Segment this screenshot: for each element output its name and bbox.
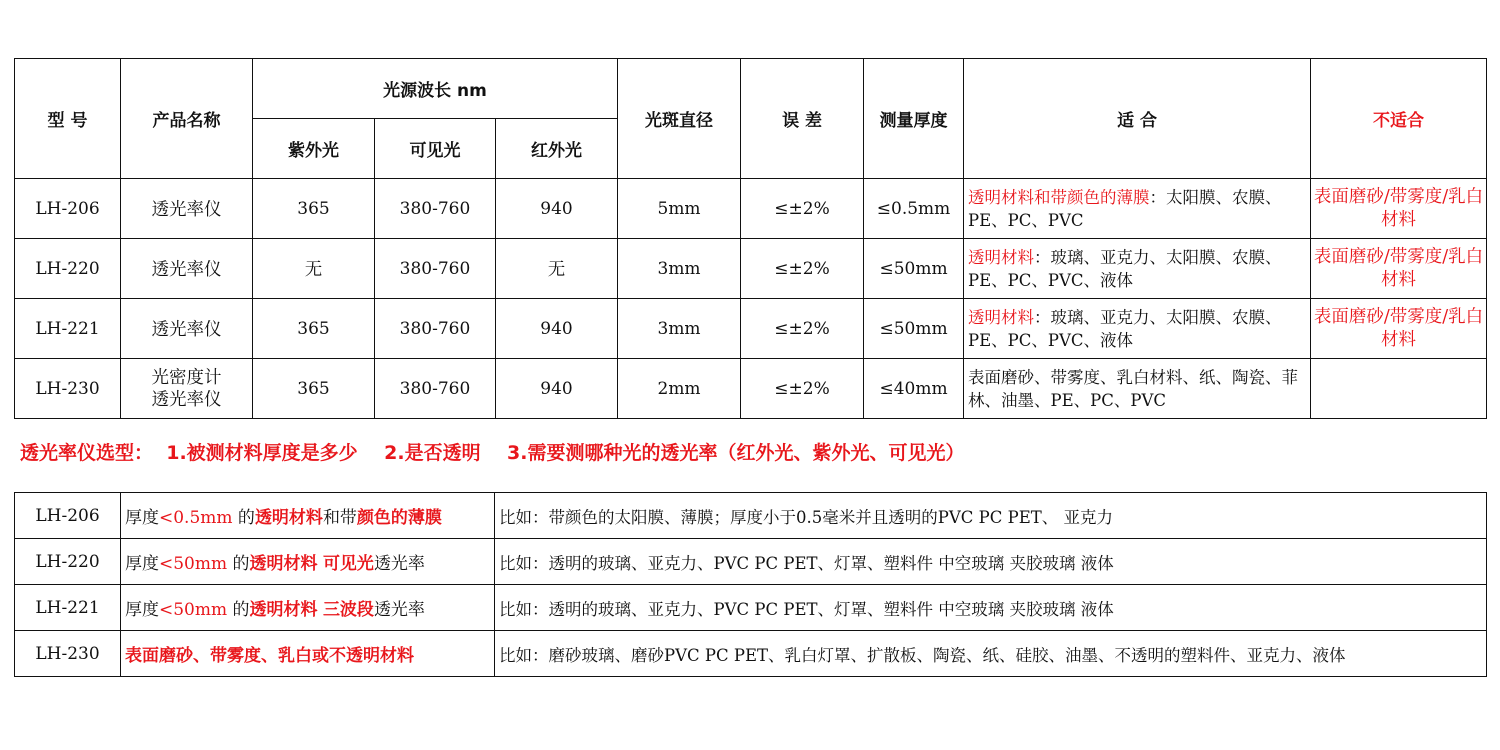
- cell-uv: 365: [253, 299, 375, 359]
- cell-ir: 无: [496, 239, 618, 299]
- suitable-text: ：玻璃、亚克力、太阳膜、农膜、PE、PC、PVC、液体: [968, 307, 1282, 350]
- cell-unsuitable: [1311, 359, 1487, 419]
- cell-ir: 940: [496, 299, 618, 359]
- cell-thickness: ≤40mm: [864, 359, 964, 419]
- desc-thickness: <50mm: [159, 554, 228, 574]
- desc-material: 透明材料: [254, 508, 323, 528]
- header-visible: 可见光: [375, 119, 496, 179]
- selection-summary: 透光率仪选型： 1.被测材料厚度是多少 2.是否透明 3.需要测哪种光的透光率（红外光、紫外光、可见光）: [20, 442, 965, 464]
- cell-name: 透光率仪: [121, 239, 253, 299]
- cell-model: LH-230: [15, 359, 121, 419]
- cell-description: [121, 539, 495, 585]
- cell-error: ≤±2%: [741, 239, 864, 299]
- cell-thickness: ≤50mm: [864, 299, 964, 359]
- cell-visible: 380-760: [375, 179, 496, 239]
- table-row: [15, 299, 1487, 359]
- desc-part: 厚度: [125, 600, 159, 620]
- cell-unsuitable: 表面磨砂/带雾度/乳白材料: [1311, 179, 1487, 239]
- table-row: [15, 585, 1487, 631]
- header-unsuitable: 不适合: [1311, 59, 1487, 179]
- cell-spot: 3mm: [618, 239, 741, 299]
- cell-ir: 940: [496, 359, 618, 419]
- cell-description: [121, 585, 495, 631]
- cell-description: [121, 631, 495, 677]
- cell-model: LH-221: [15, 299, 121, 359]
- suitable-highlight: 透明材料和带颜色的薄膜: [968, 187, 1150, 207]
- cell-error: ≤±2%: [741, 299, 864, 359]
- suitable-text: 表面磨砂、带雾度、乳白材料、纸、陶瓷、菲林、油墨、PE、PC、PVC: [968, 367, 1299, 410]
- cell-suitable: [964, 299, 1311, 359]
- cell-ir: 940: [496, 179, 618, 239]
- cell-error: ≤±2%: [741, 359, 864, 419]
- cell-name: [121, 359, 253, 419]
- cell-uv: 365: [253, 359, 375, 419]
- desc-thickness: <50mm: [159, 600, 228, 620]
- cell-model: LH-221: [15, 585, 121, 631]
- desc-part: 的: [227, 554, 250, 574]
- cell-spot: 5mm: [618, 179, 741, 239]
- cell-suitable: [964, 359, 1311, 419]
- name-line-2: 透光率仪: [151, 389, 222, 410]
- desc-part: 透光率: [373, 600, 425, 620]
- name-line-1: 光密度计: [151, 367, 222, 388]
- cell-spot: 2mm: [618, 359, 741, 419]
- cell-model: LH-230: [15, 631, 121, 677]
- desc-material: 表面磨砂、带雾度、乳白或不透明材料: [125, 646, 414, 666]
- cell-visible: 380-760: [375, 239, 496, 299]
- desc-part: 厚度: [125, 508, 159, 528]
- table-row: [15, 539, 1487, 585]
- cell-visible: 380-760: [375, 299, 496, 359]
- desc-thickness: <0.5mm: [159, 508, 233, 528]
- header-suitable: 适 合: [964, 59, 1311, 179]
- header-spot: 光斑直径: [618, 59, 741, 179]
- cell-model: LH-206: [15, 493, 121, 539]
- cell-error: ≤±2%: [741, 179, 864, 239]
- guide-table: [14, 492, 1487, 677]
- cell-thickness: ≤50mm: [864, 239, 964, 299]
- cell-thickness: ≤0.5mm: [864, 179, 964, 239]
- suitable-highlight: 透明材料: [968, 307, 1035, 327]
- desc-part: 和带: [322, 508, 357, 528]
- header-error: 误 差: [741, 59, 864, 179]
- desc-highlight: 可见光: [322, 554, 374, 574]
- header-thickness: 测量厚度: [864, 59, 964, 179]
- desc-material: 透明材料: [249, 554, 318, 574]
- cell-model: LH-220: [15, 539, 121, 585]
- spec-table: [14, 58, 1487, 419]
- cell-example: 比如：磨砂玻璃、磨砂PVC PC PET、乳白灯罩、扩散板、陶瓷、纸、硅胶、油墨、不透明的塑料件、亚克力、液体: [495, 631, 1487, 677]
- table-row: [15, 359, 1487, 419]
- cell-unsuitable: 表面磨砂/带雾度/乳白材料: [1311, 239, 1487, 299]
- header-ir: 红外光: [496, 119, 618, 179]
- suitable-highlight: 透明材料: [968, 247, 1035, 267]
- header-model: 型 号: [15, 59, 121, 179]
- header-wavelength: 光源波长 nm: [253, 59, 618, 119]
- desc-part: 厚度: [125, 554, 159, 574]
- cell-model: LH-206: [15, 179, 121, 239]
- table-row: [15, 493, 1487, 539]
- table-row: [15, 239, 1487, 299]
- suitable-text: ：太阳膜、农膜、PE、PC、PVC: [968, 187, 1282, 230]
- desc-part: 透光率: [373, 554, 425, 574]
- cell-name: 透光率仪: [121, 179, 253, 239]
- table-row: [15, 631, 1487, 677]
- desc-highlight: 颜色的薄膜: [356, 508, 442, 528]
- cell-description: [121, 493, 495, 539]
- cell-name: 透光率仪: [121, 299, 253, 359]
- cell-model: LH-220: [15, 239, 121, 299]
- cell-unsuitable: 表面磨砂/带雾度/乳白材料: [1311, 299, 1487, 359]
- suitable-text: ：玻璃、亚克力、太阳膜、农膜、PE、PC、PVC、液体: [968, 247, 1282, 290]
- header-product-name: 产品名称: [121, 59, 253, 179]
- cell-uv: 无: [253, 239, 375, 299]
- desc-part: 的: [232, 508, 255, 528]
- cell-suitable: [964, 239, 1311, 299]
- cell-uv: 365: [253, 179, 375, 239]
- cell-visible: 380-760: [375, 359, 496, 419]
- desc-highlight: 三波段: [322, 600, 374, 620]
- cell-example: 比如：透明的玻璃、亚克力、PVC PC PET、灯罩、塑料件 中空玻璃 夹胶玻璃 液体: [495, 585, 1487, 631]
- header-uv: 紫外光: [253, 119, 375, 179]
- desc-material: 透明材料: [249, 600, 318, 620]
- cell-spot: 3mm: [618, 299, 741, 359]
- desc-part: 的: [227, 600, 250, 620]
- cell-suitable: [964, 179, 1311, 239]
- cell-example: 比如：带颜色的太阳膜、薄膜；厚度小于0.5毫米并且透明的PVC PC PET、 亚克力: [495, 493, 1487, 539]
- cell-example: 比如：透明的玻璃、亚克力、PVC PC PET、灯罩、塑料件 中空玻璃 夹胶玻璃 液体: [495, 539, 1487, 585]
- table-row: [15, 179, 1487, 239]
